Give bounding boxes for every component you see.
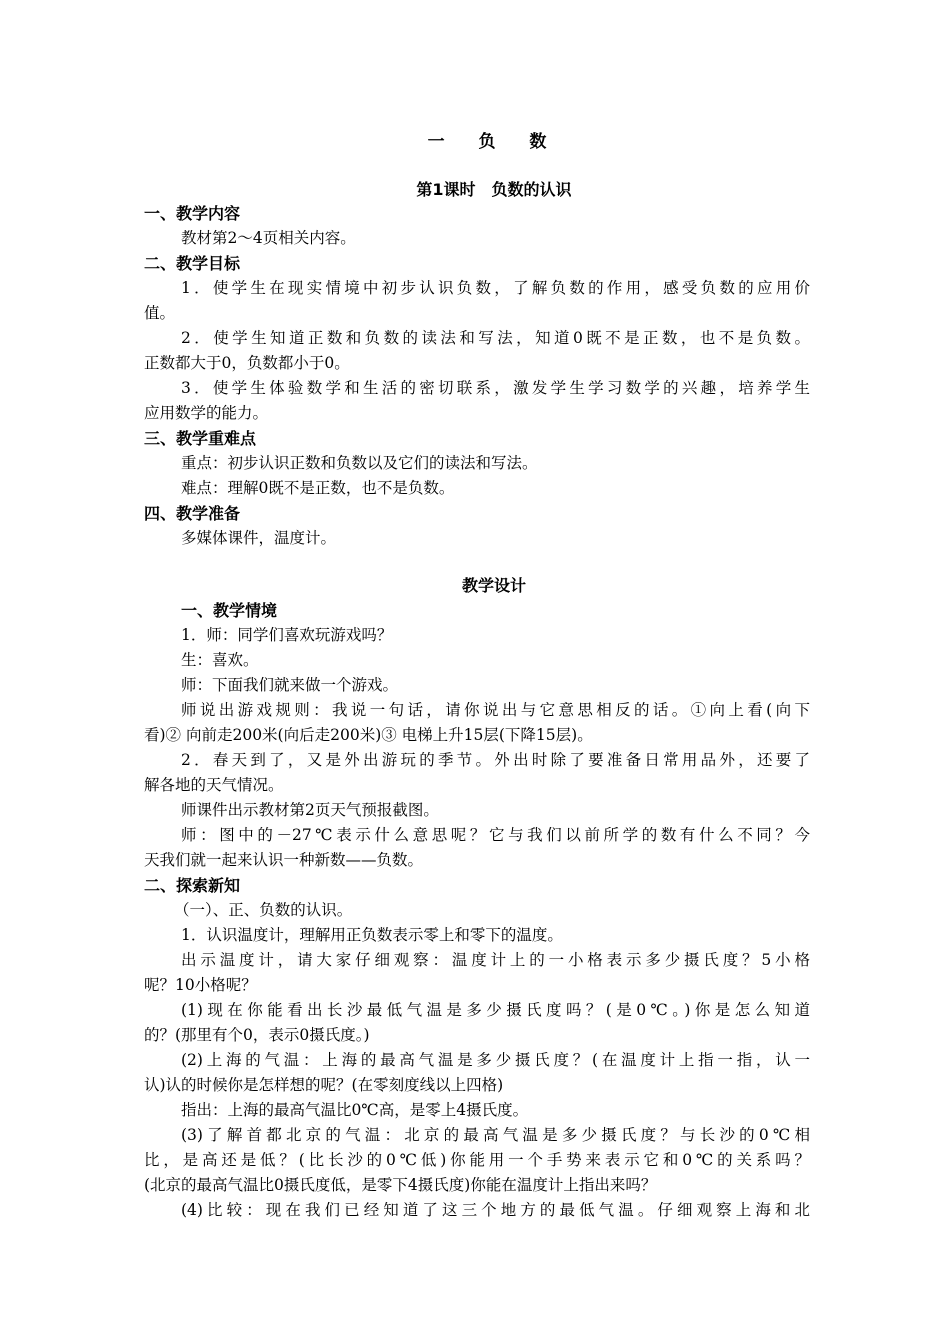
section-heading: 一、教学内容 bbox=[144, 204, 241, 223]
section-heading: 三、教学重难点 bbox=[144, 429, 257, 448]
paragraph-line: 2．春天到了，又是外出游玩的季节。外出时除了要准备日常用品外，还要了 bbox=[181, 751, 810, 769]
paragraph-line: 的？(那里有个0，表示0摄氏度。) bbox=[144, 1026, 370, 1044]
paragraph-line: 指出：上海的最高气温比0℃高，是零上4摄氏度。 bbox=[181, 1101, 529, 1119]
paragraph-line: 教材第2～4页相关内容。 bbox=[181, 229, 356, 247]
paragraph-line: 正数都大于0，负数都小于0。 bbox=[144, 354, 350, 372]
section-heading: 二、探索新知 bbox=[144, 876, 241, 895]
paragraph-line: 应用数学的能力。 bbox=[144, 404, 269, 422]
paragraph-line: (2)上海的气温：上海的最高气温是多少摄氏度？(在温度计上指一指，认一 bbox=[181, 1051, 810, 1069]
paragraph-line: 师说出游戏规则：我说一句话，请你说出与它意思相反的话。①向上看(向下 bbox=[181, 701, 810, 719]
paragraph-line: (北京的最高气温比0摄氏度低，是零下4摄氏度)你能在温度计上指出来吗？ bbox=[144, 1176, 657, 1194]
paragraph-line: 出示温度计，请大家仔细观察：温度计上的一小格表示多少摄氏度？5小格 bbox=[181, 951, 810, 969]
paragraph-line: 呢？10小格呢？ bbox=[144, 976, 257, 994]
paragraph-line: (3)了解首都北京的气温：北京的最高气温是多少摄氏度？与长沙的0℃相 bbox=[181, 1126, 810, 1144]
paragraph-line: 看)② 向前走200米(向后走200米)③ 电梯上升15层(下降15层)。 bbox=[144, 726, 593, 744]
paragraph-line: 1．认识温度计，理解用正负数表示零上和零下的温度。 bbox=[181, 926, 563, 944]
paragraph-line: (4)比较：现在我们已经知道了这三个地方的最低气温。仔细观察上海和北 bbox=[181, 1201, 810, 1219]
paragraph-line: 生：喜欢。 bbox=[181, 651, 259, 669]
paragraph-line: 多媒体课件，温度计。 bbox=[181, 529, 337, 547]
section-heading: 二、教学目标 bbox=[144, 254, 241, 273]
teaching-design-body bbox=[144, 598, 810, 1223]
paragraph-line: (1)现在你能看出长沙最低气温是多少摄氏度吗？(是0℃。)你是怎么知道 bbox=[181, 1001, 810, 1019]
paragraph-line: 师：图中的－27℃表示什么意思呢？它与我们以前所学的数有什么不同？今 bbox=[181, 826, 810, 844]
paragraph-line: 天我们就一起来认识一种新数——负数。 bbox=[144, 851, 424, 869]
paragraph-line: 难点：理解0既不是正数，也不是负数。 bbox=[181, 479, 455, 497]
lesson-overview bbox=[144, 201, 810, 551]
paragraph-line: 值。 bbox=[144, 304, 176, 322]
paragraph-line: 比，是高还是低？(比长沙的0℃低)你能用一个手势来表示它和0℃的关系吗？ bbox=[144, 1151, 810, 1169]
teaching-design-title: 教学设计 bbox=[461, 576, 526, 595]
paragraph-line: 1．使学生在现实情境中初步认识负数，了解负数的作用，感受负数的应用价 bbox=[181, 279, 810, 297]
chapter-title: 一 负 数 bbox=[427, 132, 561, 152]
paragraph-line: 师课件出示教材第2页天气预报截图。 bbox=[181, 801, 439, 819]
lesson-title: 第1课时 负数的认识 bbox=[416, 180, 572, 199]
paragraph-line: 2．使学生知道正数和负数的读法和写法，知道0既不是正数，也不是负数。 bbox=[181, 329, 810, 347]
section-heading: 一、教学情境 bbox=[181, 601, 278, 620]
paragraph-line: 认)认的时候你是怎样想的呢？(在零刻度线以上四格) bbox=[144, 1076, 504, 1094]
paragraph-line: 1．师：同学们喜欢玩游戏吗？ bbox=[181, 626, 393, 644]
section-heading: 四、教学准备 bbox=[144, 504, 241, 523]
paragraph-line: 重点：初步认识正数和负数以及它们的读法和写法。 bbox=[181, 454, 538, 472]
paragraph-line: 解各地的天气情况。 bbox=[144, 776, 284, 794]
paragraph-line: 3．使学生体验数学和生活的密切联系，激发学生学习数学的兴趣，培养学生 bbox=[181, 379, 810, 397]
paragraph-line: 师：下面我们就来做一个游戏。 bbox=[181, 676, 399, 694]
paragraph-line: （一）、正、负数的认识。 bbox=[174, 901, 353, 919]
